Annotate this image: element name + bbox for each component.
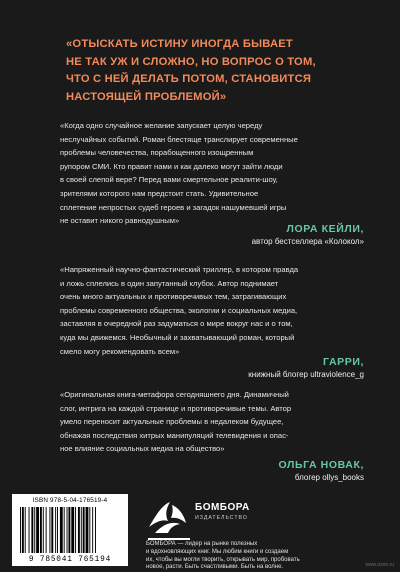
review-line: заставляя в очередной раз задуматься о мире вокруг нас и о том, (60, 319, 293, 329)
review-line: зрителями которого нам предстоит стать. Удивительное (60, 188, 259, 198)
author-name: ГАРРИ, (323, 356, 364, 368)
author-name: ОЛЬГА НОВАК, (278, 459, 364, 471)
review-3-text (60, 388, 378, 456)
review-line: и ложь сплелись в один запутанный клубок. Автор поднимает (60, 278, 279, 288)
barcode-bars (20, 507, 120, 553)
review-2-author (248, 355, 364, 381)
review-line: в своей слепой вере? Перед вами смертельное реалити-шоу, (60, 175, 278, 185)
author-role: книжный блогер ultraviolence_g (248, 370, 364, 379)
review-2-text (60, 263, 378, 358)
lead-quote-line: НЕ ТАК УЖ И СЛОЖНО, НО ВОПРОС О ТОМ, (66, 55, 316, 68)
review-line: неслучайных событий. Роман блестяще транслирует современные (60, 134, 298, 144)
review-line: «Оригинальная книга-метафора сегодняшнего дня. Динамичный (60, 390, 289, 399)
review-1-text (60, 119, 378, 228)
publisher-subtitle: ИЗДАТЕЛЬСТВО (195, 515, 248, 521)
author-role: автор бестселлера «Колокол» (251, 237, 364, 246)
isbn-barcode (12, 494, 128, 566)
review-line: куда мы движемся. Необычный и захватывающий роман, который (60, 332, 295, 342)
lead-quote-line: НАСТОЯЩЕЙ ПРОБЛЕМОЙ» (66, 90, 227, 103)
review-line: рупором СМИ. Кто правит нами и как далеко могут зайти люди (60, 161, 283, 171)
author-role: блогер ollys_books (294, 473, 364, 482)
publisher-line: БОМБОРА — лидер на рынке полезных (146, 541, 258, 547)
lead-quote-line: ЧТО С НЕЙ ДЕЛАТЬ ПОТОМ, СТАНОВИТСЯ (66, 73, 312, 85)
review-line: слог, интрига на каждой странице и противоречивые темы. Автор (60, 403, 292, 413)
publisher-line: и вдохновляющих книг. Мы любим книги и создаем (146, 548, 289, 555)
isbn-label: ISBN 978-5-04-176519-4 (32, 497, 108, 504)
review-line: обнажая последствия хитрых манипуляций телевидения и опас- (60, 430, 289, 440)
watermark: www.ozon.ru (365, 562, 394, 568)
review-3-author (278, 458, 364, 484)
review-line: сплетение непростых судеб героев и загадок нашумевшей игры (60, 202, 287, 212)
review-line: проблемы современного общества, экологии и социальных медиа, (60, 305, 298, 315)
isbn-digits: 9 785041 765194 (28, 556, 112, 564)
review-line: смело могу рекомендовать всем» (60, 346, 180, 356)
review-line: очень много актуальных и противоречивых тем, затрагивающих (60, 292, 287, 302)
lead-quote (66, 36, 386, 106)
lead-quote-line: «ОТЫСКАТЬ ИСТИНУ ИНОГДА БЫВАЕТ (66, 38, 293, 50)
review-line: «Когда одно случайное желание запускает целую череду (60, 121, 263, 130)
review-line: проблемы человечества, порабощенного изощренным (60, 148, 254, 158)
publisher-name: БОМБОРА (195, 502, 250, 513)
review-1-author (252, 222, 364, 248)
review-line: «Напряженный научно-фантастический триллер, в котором правда (60, 265, 299, 274)
review-line: ное влияние социальных медиа на общество» (60, 444, 225, 454)
publisher-description (146, 541, 381, 572)
author-name: ЛОРА КЕЙЛИ, (286, 223, 364, 235)
review-line: не оставит никого равнодушным» (60, 216, 180, 226)
publisher-line: новое, расти. Быть счастливыми. Быть на волне. (146, 564, 284, 571)
review-line: умело переносит актуальные проблемы в недалеком будущее, (60, 417, 284, 427)
publisher-line: их, чтобы вы могли творить, открывать мир, пробовать (146, 556, 300, 563)
bombora-logo-icon (146, 497, 192, 541)
